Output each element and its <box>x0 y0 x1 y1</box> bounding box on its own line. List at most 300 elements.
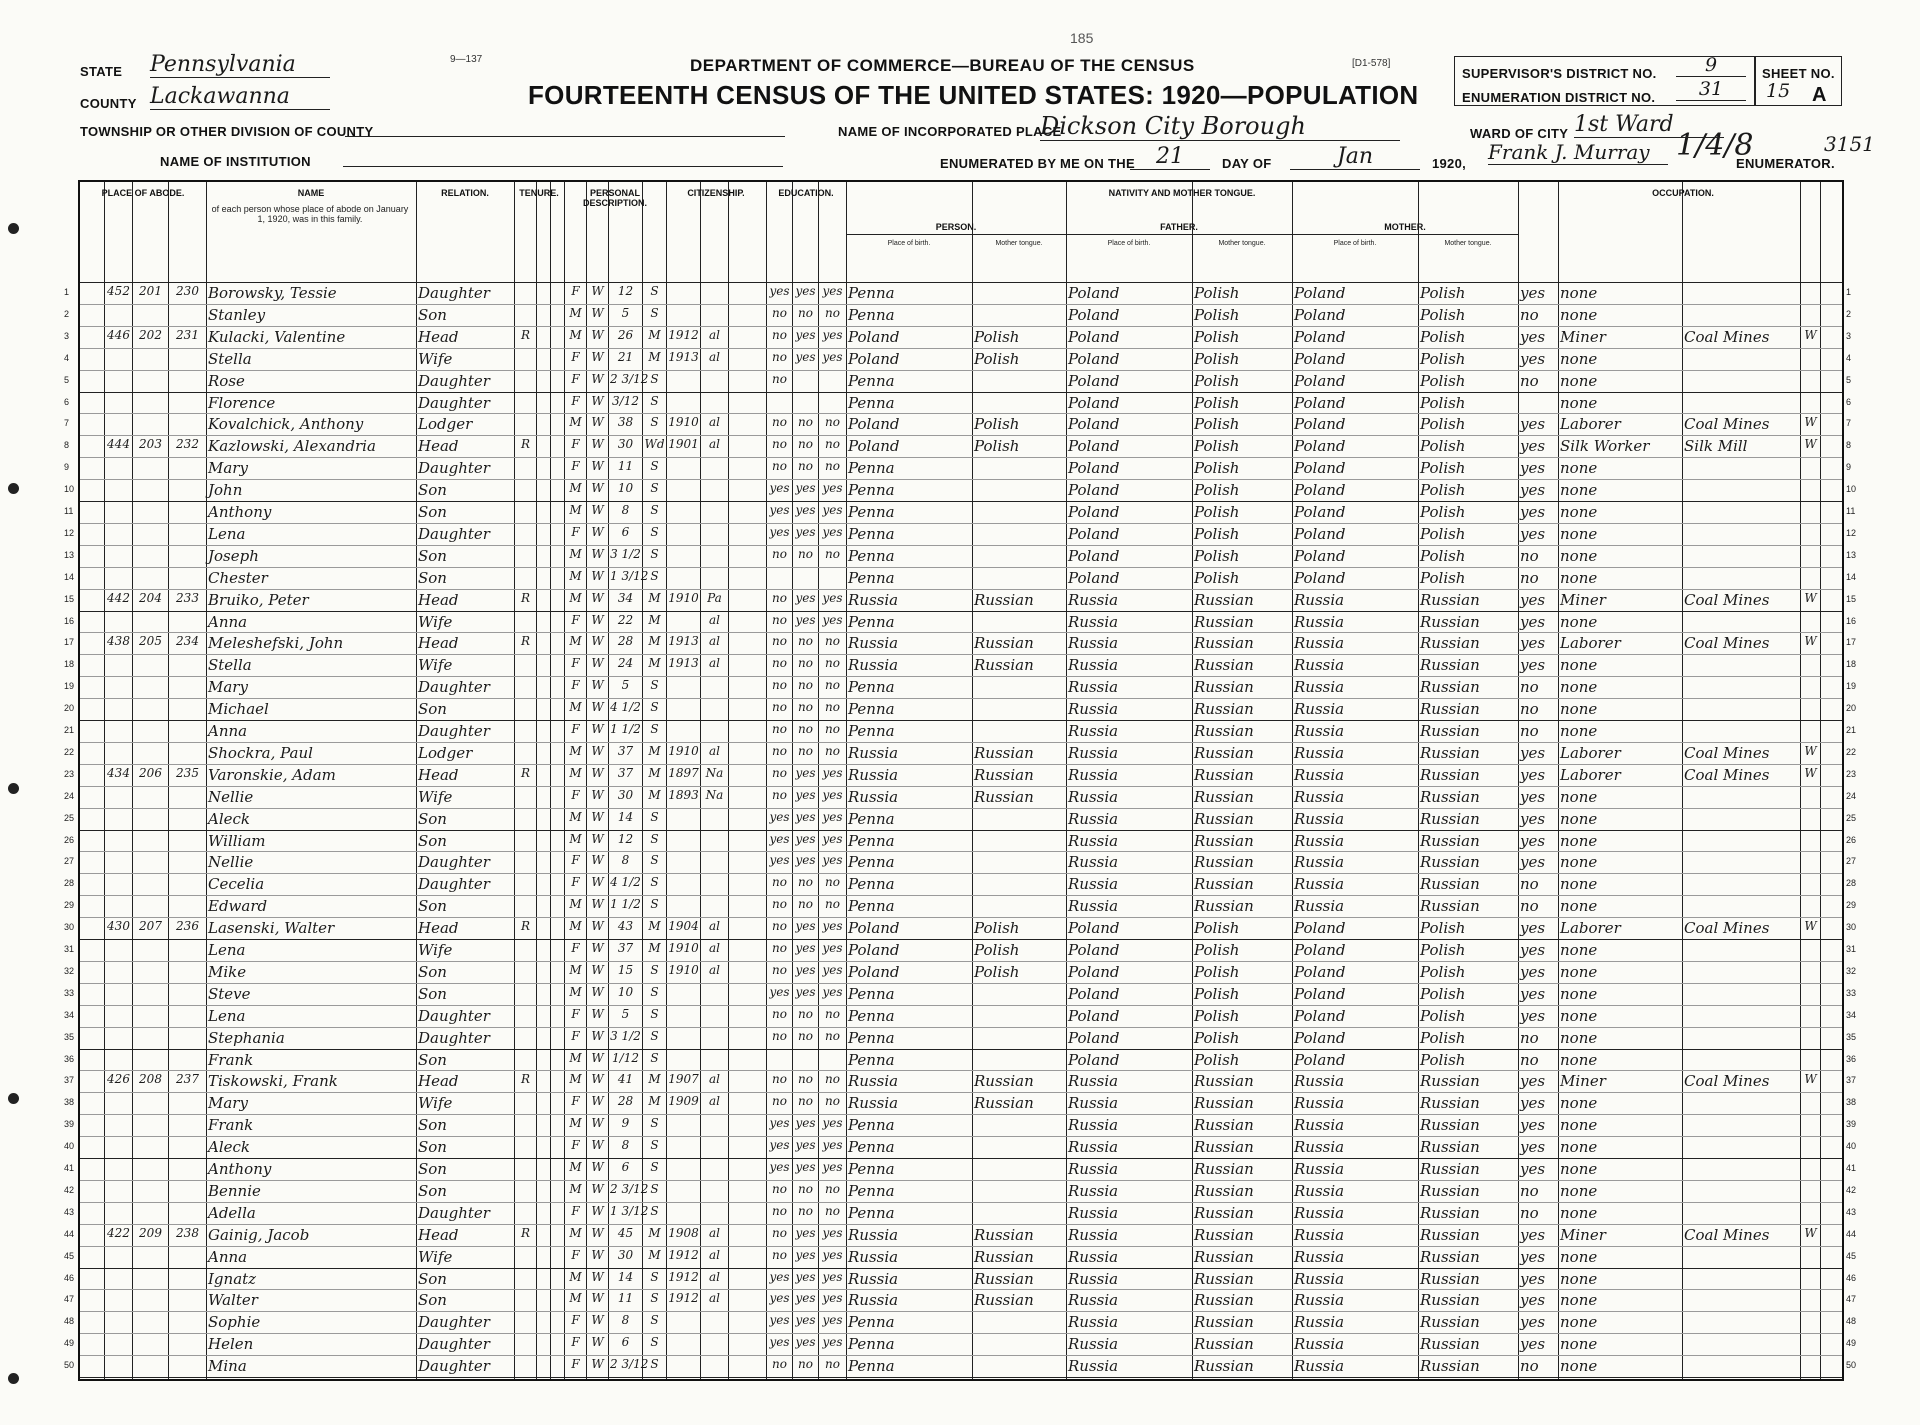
cell-mtongue: Russian <box>1420 1072 1480 1091</box>
cell-read: no <box>798 897 813 912</box>
cell-mar: S <box>650 1181 659 1196</box>
cell-sex: F <box>571 875 580 890</box>
row-divider <box>80 676 1842 677</box>
enum-district-label: ENUMERATION DISTRICT NO. <box>1462 90 1656 105</box>
cell-fpob: Poland <box>1068 524 1120 543</box>
cell-mtongue: Russian <box>1420 787 1480 806</box>
line-number-right: 34 <box>1846 1009 1857 1020</box>
cell-ftongue: Russian <box>1194 1203 1254 1222</box>
county-label: COUNTY <box>80 96 137 111</box>
cell-read: yes <box>795 962 816 977</box>
cell-mtongue: Polish <box>1420 284 1466 302</box>
cell-mtongue: Russian <box>1420 590 1480 609</box>
cell-pob: Penna <box>848 853 895 872</box>
cell-pob: Penna <box>848 722 895 740</box>
cell-rel: Son <box>418 503 447 521</box>
line-number: 47 <box>64 1294 75 1305</box>
row-divider <box>80 348 1842 349</box>
cell-read: no <box>798 1181 813 1196</box>
line-number: 23 <box>64 768 75 779</box>
cell-mar: S <box>650 897 659 912</box>
cell-school: no <box>772 305 787 320</box>
cell-sex: M <box>569 765 582 780</box>
cell-race: W <box>591 962 604 977</box>
cell-mpob: Russia <box>1294 1116 1345 1135</box>
cell-ftongue: Russian <box>1194 1094 1254 1113</box>
cell-sex: F <box>571 612 580 627</box>
line-number: 22 <box>64 746 75 757</box>
group-header-education: EDUCATION. <box>778 188 834 198</box>
cell-house: 426 <box>107 1072 130 1087</box>
cell-race: W <box>591 327 604 342</box>
cell-age: 37 <box>617 765 634 780</box>
cell-pob: Russia <box>848 590 899 609</box>
cell-fpob: Russia <box>1068 765 1119 784</box>
line-number: 18 <box>64 659 75 670</box>
cell-eng: yes <box>1520 590 1546 609</box>
line-number-right: 13 <box>1846 549 1857 560</box>
cell-write: yes <box>822 1291 843 1306</box>
row-divider <box>80 392 1842 393</box>
cell-eng: no <box>1520 897 1539 916</box>
cell-mar: S <box>650 1335 659 1350</box>
cell-age: 1 1/2 <box>610 897 641 912</box>
cell-age: 30 <box>617 1247 634 1262</box>
row-divider <box>80 1027 1842 1028</box>
cell-age: 34 <box>617 590 634 605</box>
cell-eng: yes <box>1520 1335 1546 1354</box>
cell-ftongue: Russian <box>1194 1357 1254 1376</box>
cell-read: no <box>798 1028 813 1043</box>
cell-write: no <box>825 678 840 693</box>
cell-pob: Penna <box>848 503 895 521</box>
cell-read: yes <box>795 612 816 627</box>
cell-rel: Son <box>418 305 447 324</box>
cell-trade: none <box>1560 1094 1598 1113</box>
cell-rel: Daughter <box>418 1006 490 1025</box>
line-number: 35 <box>64 1031 75 1042</box>
cell-eng: yes <box>1520 481 1546 500</box>
margin-number: 3151 <box>1824 132 1875 156</box>
cell-mtongue: Polish <box>1420 437 1466 456</box>
cell-fpob: Russia <box>1068 1072 1119 1091</box>
line-number: 10 <box>64 484 75 495</box>
cell-mpob: Poland <box>1294 984 1346 1003</box>
sheet-label: SHEET NO. <box>1762 66 1835 81</box>
cell-write: no <box>825 1357 840 1372</box>
cell-mar: S <box>650 371 659 386</box>
cell-read: yes <box>795 765 816 780</box>
cell-rel: Daughter <box>418 875 490 894</box>
cell-name: Rose <box>208 371 245 390</box>
cell-race: W <box>591 919 604 934</box>
cell-mpob: Russia <box>1294 722 1345 740</box>
cell-age: 2 3/12 <box>610 1357 649 1372</box>
cell-race: W <box>591 612 604 627</box>
cell-race: W <box>591 284 604 298</box>
cell-fpob: Poland <box>1068 284 1120 302</box>
cell-write: yes <box>822 941 843 955</box>
line-number-right: 33 <box>1846 987 1857 998</box>
cell-trade: none <box>1560 1247 1598 1266</box>
cell-imm: 1913 <box>668 349 699 364</box>
cell-tongue: Russian <box>974 656 1034 675</box>
cell-trade: none <box>1560 1357 1598 1376</box>
line-number-right: 38 <box>1846 1097 1857 1108</box>
cell-race: W <box>591 722 604 736</box>
row-divider <box>80 1180 1842 1181</box>
cell-school: yes <box>769 503 790 517</box>
cell-rel: Wife <box>418 941 453 959</box>
line-number-right: 37 <box>1846 1075 1857 1086</box>
form-code: [D1-578] <box>1352 58 1391 69</box>
cell-race: W <box>591 524 604 539</box>
cell-rel: Son <box>418 809 447 828</box>
name-description: of each person whose place of abode on January 1, 1920, was in this family. <box>211 204 409 224</box>
cell-ftongue: Russian <box>1194 678 1254 697</box>
column-divider <box>206 182 207 1379</box>
cell-mtongue: Polish <box>1420 546 1466 565</box>
line-number-right: 1 <box>1846 287 1852 297</box>
cell-race: W <box>591 941 604 955</box>
column-divider <box>1682 182 1683 1379</box>
cell-dwell: 208 <box>139 1072 162 1087</box>
cell-trade: none <box>1560 524 1598 543</box>
line-number: 40 <box>64 1141 75 1152</box>
cell-fpob: Russia <box>1068 1181 1119 1200</box>
cell-age: 1 3/12 <box>610 1203 649 1218</box>
cell-fam: 231 <box>176 327 199 342</box>
cell-house: 444 <box>107 437 130 452</box>
cell-fpob: Russia <box>1068 1269 1119 1288</box>
cell-age: 6 <box>621 1335 630 1350</box>
cell-rel: Daughter <box>418 284 490 302</box>
cell-mpob: Poland <box>1294 1050 1346 1069</box>
cell-name: Stanley <box>208 305 266 324</box>
cell-tongue: Russian <box>974 1269 1034 1288</box>
line-number-right: 8 <box>1846 440 1852 451</box>
row-divider <box>80 1224 1842 1225</box>
cell-read: no <box>798 722 813 736</box>
cell-industry: Coal Mines <box>1684 327 1770 346</box>
cell-school: no <box>772 875 787 890</box>
cell-nat: al <box>709 962 720 977</box>
cell-house: 438 <box>107 634 130 649</box>
cell-sex: M <box>569 634 582 649</box>
cell-write: yes <box>822 1160 843 1174</box>
cell-mtongue: Polish <box>1420 524 1466 543</box>
cell-sex: F <box>571 853 580 868</box>
row-divider <box>80 413 1842 414</box>
cell-name: Lena <box>208 524 246 543</box>
cell-name: Lena <box>208 941 246 959</box>
column-divider <box>586 182 587 1379</box>
cell-tongue: Russian <box>974 1225 1034 1244</box>
cell-emp: W <box>1804 437 1817 452</box>
cell-ftongue: Polish <box>1194 481 1240 500</box>
cell-rel: Daughter <box>418 1335 490 1354</box>
cell-ftongue: Polish <box>1194 1028 1240 1047</box>
cell-school: no <box>772 722 787 736</box>
line-number: 32 <box>64 965 75 976</box>
cell-race: W <box>591 1225 604 1240</box>
cell-sex: F <box>571 459 580 474</box>
cell-ftongue: Russian <box>1194 831 1254 850</box>
cell-mpob: Russia <box>1294 787 1345 806</box>
cell-mar: S <box>650 1138 659 1153</box>
cell-write: yes <box>822 1335 843 1350</box>
cell-mtongue: Russian <box>1420 1335 1480 1354</box>
cell-pob: Penna <box>848 1357 895 1376</box>
cell-sex: M <box>569 1291 582 1306</box>
cell-sex: M <box>569 546 582 561</box>
cell-nat: Pa <box>707 590 722 605</box>
cell-trade: none <box>1560 941 1598 959</box>
line-number: 49 <box>64 1338 75 1349</box>
cell-fam: 234 <box>176 634 199 649</box>
cell-emp: W <box>1804 743 1817 758</box>
cell-mtongue: Russian <box>1420 1313 1480 1332</box>
cell-rel: Daughter <box>418 1028 490 1047</box>
column-divider <box>1292 182 1293 1379</box>
cell-ten: R <box>520 765 531 780</box>
month-value: Jan <box>1290 144 1420 170</box>
cell-ten: R <box>520 590 531 605</box>
row-divider <box>80 632 1842 633</box>
cell-emp: W <box>1804 919 1817 934</box>
cell-mtongue: Russian <box>1420 1094 1480 1113</box>
cell-eng: yes <box>1520 1116 1546 1135</box>
cell-age: 14 <box>617 809 634 824</box>
cell-pob: Penna <box>848 524 895 543</box>
cell-mpob: Poland <box>1294 1006 1346 1025</box>
line-number-right: 36 <box>1846 1053 1857 1064</box>
cell-sex: F <box>571 524 580 539</box>
cell-write: yes <box>822 612 843 627</box>
cell-rel: Son <box>418 962 447 981</box>
cell-name: Shockra, Paul <box>208 743 313 762</box>
cell-mpob: Poland <box>1294 437 1346 456</box>
cell-name: Tiskowski, Frank <box>208 1072 338 1091</box>
person-birth-header: Place of birth. <box>887 240 931 247</box>
line-number: 48 <box>64 1316 75 1327</box>
cell-mar: M <box>648 634 661 649</box>
column-divider <box>132 182 133 1379</box>
cell-name: Anna <box>208 722 248 740</box>
cell-ftongue: Russian <box>1194 853 1254 872</box>
cell-house: 442 <box>107 590 130 605</box>
cell-mar: S <box>650 1269 659 1284</box>
cell-trade: none <box>1560 1050 1598 1069</box>
cell-school: no <box>772 897 787 912</box>
cell-industry: Coal Mines <box>1684 590 1770 609</box>
line-number-right: 20 <box>1846 703 1857 714</box>
cell-trade: none <box>1560 1181 1598 1200</box>
cell-read: no <box>798 1006 813 1021</box>
column-divider <box>168 182 169 1379</box>
cell-tongue: Russian <box>974 1291 1034 1310</box>
row-divider <box>80 808 1842 809</box>
cell-rel: Son <box>418 700 447 719</box>
cell-fpob: Russia <box>1068 1357 1119 1376</box>
column-divider <box>564 182 565 1379</box>
line-number: 31 <box>64 944 75 954</box>
group-header-occupation: OCCUPATION. <box>1652 188 1714 198</box>
line-number-right: 22 <box>1846 746 1857 757</box>
cell-mar: M <box>648 590 661 605</box>
cell-eng: yes <box>1520 1072 1546 1091</box>
mother-tongue-header: Mother tongue. <box>1444 240 1492 247</box>
cell-trade: none <box>1560 1335 1598 1354</box>
cell-read: no <box>798 875 813 890</box>
cell-fpob: Russia <box>1068 831 1119 850</box>
cell-ftongue: Russian <box>1194 656 1254 675</box>
cell-mpob: Poland <box>1294 524 1346 543</box>
cell-pob: Russia <box>848 765 899 784</box>
cell-mpob: Poland <box>1294 393 1346 412</box>
cell-pob: Penna <box>848 284 895 302</box>
cell-ftongue: Russian <box>1194 1247 1254 1266</box>
cell-mtongue: Polish <box>1420 1006 1466 1025</box>
cell-trade: Miner <box>1560 327 1606 346</box>
cell-pob: Penna <box>848 459 895 478</box>
cell-trade: Miner <box>1560 590 1606 609</box>
cell-pob: Penna <box>848 568 895 587</box>
cell-read: yes <box>795 1225 816 1240</box>
cell-trade: none <box>1560 984 1598 1003</box>
line-number-right: 7 <box>1846 418 1852 429</box>
cell-eng: no <box>1520 722 1539 740</box>
cell-mar: S <box>650 481 659 496</box>
cell-eng: yes <box>1520 656 1546 675</box>
cell-eng: no <box>1520 546 1539 565</box>
cell-write: yes <box>822 481 843 496</box>
state-label: STATE <box>80 64 123 79</box>
cell-imm: 1912 <box>668 1247 699 1262</box>
line-number: 4 <box>64 352 70 363</box>
line-number-right: 32 <box>1846 965 1857 976</box>
cell-industry: Coal Mines <box>1684 1225 1770 1244</box>
cell-fpob: Russia <box>1068 1247 1119 1266</box>
township-line <box>345 136 785 137</box>
cell-school: no <box>772 1072 787 1087</box>
column-divider <box>1820 182 1821 1379</box>
place-value: Dickson City Borough <box>1040 112 1400 141</box>
line-number-right: 31 <box>1846 944 1857 954</box>
cell-mpob: Russia <box>1294 1072 1345 1091</box>
cell-read: yes <box>795 919 816 934</box>
line-number: 24 <box>64 790 75 801</box>
enumerator-name: Frank J. Murray <box>1488 140 1668 165</box>
line-number: 50 <box>64 1360 75 1371</box>
cell-pob: Poland <box>848 941 900 959</box>
cell-sex: F <box>571 722 580 736</box>
cell-mpob: Russia <box>1294 1181 1345 1200</box>
cell-age: 1/12 <box>612 1050 639 1065</box>
cell-pob: Penna <box>848 1006 895 1025</box>
cell-trade: none <box>1560 284 1598 302</box>
line-number: 43 <box>64 1206 75 1217</box>
cell-age: 11 <box>617 1291 634 1306</box>
cell-mpob: Russia <box>1294 1160 1345 1178</box>
cell-nat: al <box>709 743 720 758</box>
column-divider <box>1418 182 1419 1379</box>
cell-ten: R <box>520 437 531 452</box>
line-number-right: 47 <box>1846 1294 1857 1305</box>
cell-mpob: Russia <box>1294 656 1345 675</box>
cell-rel: Daughter <box>418 371 490 390</box>
cell-mpob: Russia <box>1294 700 1345 719</box>
cell-name: Helen <box>208 1335 254 1354</box>
cell-mpob: Poland <box>1294 1028 1346 1047</box>
cell-mar: M <box>648 1094 661 1109</box>
cell-sex: M <box>569 743 582 758</box>
cell-pob: Russia <box>848 1072 899 1091</box>
cell-mpob: Russia <box>1294 612 1345 631</box>
census-table <box>64 180 1857 1381</box>
line-number: 38 <box>64 1097 75 1108</box>
row-divider <box>80 435 1842 436</box>
cell-house: 430 <box>107 919 130 934</box>
group-header-nativity: NATIVITY AND MOTHER TONGUE. <box>1108 188 1256 198</box>
cell-race: W <box>591 1138 604 1153</box>
cell-pob: Penna <box>848 393 895 412</box>
cell-age: 28 <box>617 634 634 649</box>
cell-fpob: Russia <box>1068 1203 1119 1222</box>
cell-mpob: Poland <box>1294 962 1346 981</box>
cell-name: Adella <box>208 1203 256 1222</box>
cell-trade: none <box>1560 722 1598 740</box>
cell-fpob: Russia <box>1068 1225 1119 1244</box>
cell-ftongue: Polish <box>1194 962 1240 981</box>
cell-mtongue: Russian <box>1420 809 1480 828</box>
cell-fpob: Russia <box>1068 809 1119 828</box>
cell-mar: S <box>650 722 659 736</box>
cell-trade: none <box>1560 1313 1598 1332</box>
cell-write: yes <box>822 787 843 802</box>
row-divider <box>80 1268 1842 1269</box>
group-header-name: NAME <box>297 188 325 198</box>
cell-tongue: Russian <box>974 1094 1034 1113</box>
cell-sex: M <box>569 305 582 320</box>
line-number-right: 48 <box>1846 1316 1857 1327</box>
cell-sex: F <box>571 1335 580 1350</box>
cell-mpob: Russia <box>1294 765 1345 784</box>
cell-sex: F <box>571 787 580 802</box>
cell-read: yes <box>795 503 816 517</box>
cell-trade: none <box>1560 1138 1598 1157</box>
cell-ftongue: Polish <box>1194 327 1240 346</box>
cell-rel: Son <box>418 1050 447 1069</box>
row-divider <box>80 1377 1842 1378</box>
cell-school: yes <box>769 1313 790 1328</box>
cell-sex: F <box>571 678 580 693</box>
cell-trade: none <box>1560 831 1598 850</box>
cell-school: no <box>772 1203 787 1218</box>
cell-name: Kulacki, Valentine <box>208 327 346 346</box>
cell-race: W <box>591 459 604 474</box>
cell-fpob: Poland <box>1068 984 1120 1003</box>
cell-mtongue: Russian <box>1420 831 1480 850</box>
cell-mtongue: Russian <box>1420 700 1480 719</box>
row-divider <box>80 786 1842 787</box>
cell-write: no <box>825 1181 840 1196</box>
cell-fpob: Poland <box>1068 393 1120 412</box>
cell-mpob: Poland <box>1294 371 1346 390</box>
cell-name: Mary <box>208 1094 248 1113</box>
cell-mpob: Poland <box>1294 305 1346 324</box>
cell-mtongue: Russian <box>1420 1116 1480 1135</box>
